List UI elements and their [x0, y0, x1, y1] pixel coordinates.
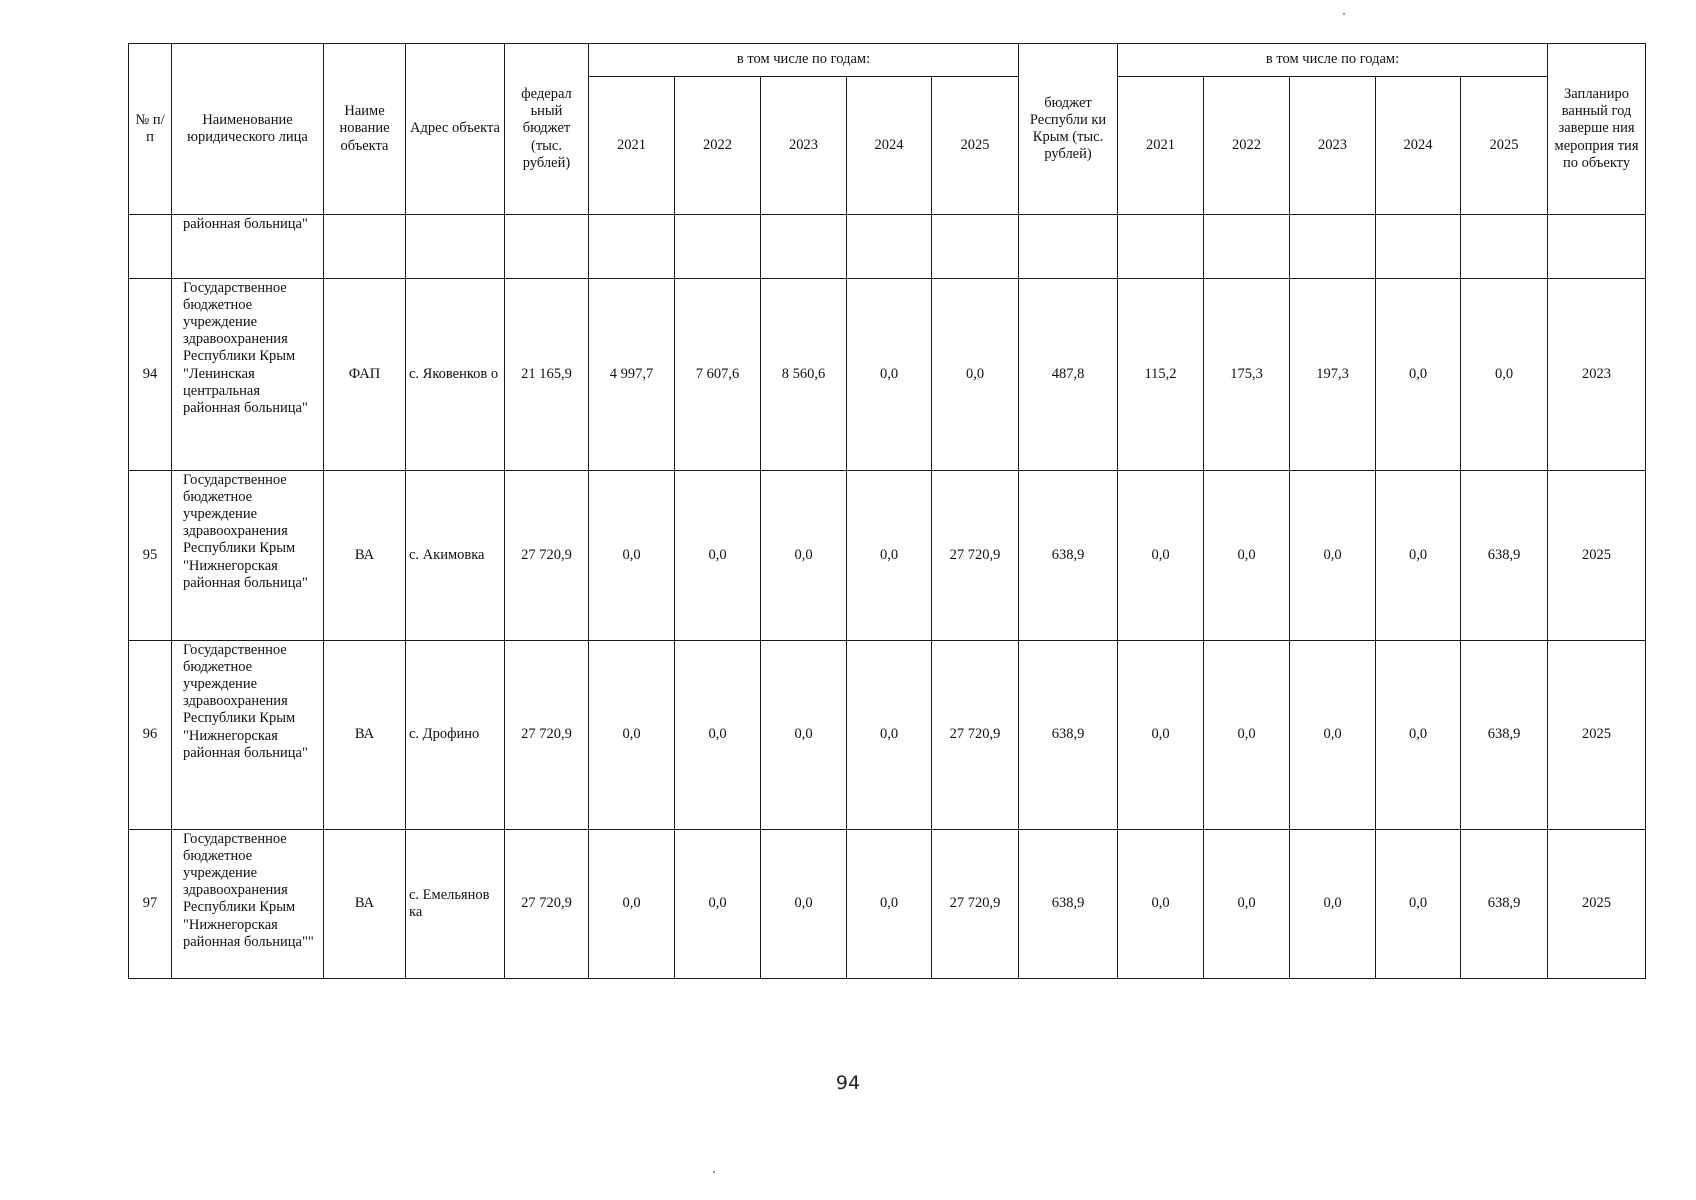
row-fed-year: 8 560,6	[761, 279, 847, 471]
row-rep-year: 0,0	[1118, 830, 1204, 979]
scan-speck	[713, 1171, 715, 1173]
row-entity: Государственное бюджетное учреждение здравоохранения Республики Крым "Нижнегорская районная больница"	[172, 471, 324, 641]
row-rep-year: 0,0	[1204, 641, 1290, 830]
row-address: с. Акимовка	[406, 471, 505, 641]
row-fed-year: 0,0	[847, 279, 932, 471]
row-object: ВА	[324, 471, 406, 641]
row-federal: 21 165,9	[505, 279, 589, 471]
row-object: ФАП	[324, 279, 406, 471]
header-num: № п/п	[129, 44, 172, 215]
header-rep-year: 2022	[1204, 77, 1290, 215]
header-fed-year: 2021	[589, 77, 675, 215]
row-fed-year: 0,0	[847, 830, 932, 979]
row-fed-year: 0,0	[589, 471, 675, 641]
row-rep-year: 0,0	[1461, 279, 1548, 471]
row-fed-year: 0,0	[675, 830, 761, 979]
row-fed-year: 0,0	[589, 641, 675, 830]
row-rep-year: 638,9	[1461, 641, 1548, 830]
header-rep-year: 2024	[1376, 77, 1461, 215]
table-row-continuation	[129, 215, 1646, 279]
row-rep-year: 638,9	[1461, 471, 1548, 641]
row-republic: 487,8	[1019, 279, 1118, 471]
row-num: 97	[129, 830, 172, 979]
row-rep-year: 0,0	[1376, 641, 1461, 830]
row-fed-year: 0,0	[675, 471, 761, 641]
row-fed-year: 27 720,9	[932, 830, 1019, 979]
row-fed-year: 0,0	[761, 830, 847, 979]
row-fed-year: 7 607,6	[675, 279, 761, 471]
row-rep-year: 0,0	[1290, 641, 1376, 830]
header-rep-year: 2021	[1118, 77, 1204, 215]
row-planned-year: 2025	[1548, 471, 1646, 641]
row-entity: Государственное бюджетное учреждение здравоохранения Республики Крым "Нижнегорская районная больница"	[172, 641, 324, 830]
page-number: 94	[835, 1072, 861, 1094]
header-republic-budget: бюджет Республи ки Крым (тыс. рублей)	[1019, 44, 1118, 215]
row-rep-year: 0,0	[1204, 471, 1290, 641]
row-entity: Государственное бюджетное учреждение здравоохранения Республики Крым "Ленинская центральная районная больница"	[172, 279, 324, 471]
table-row	[129, 279, 1646, 471]
row-entity: Государственное бюджетное учреждение здравоохранения Республики Крым "Нижнегорская районная больница""	[172, 830, 324, 979]
row-fed-year: 0,0	[761, 641, 847, 830]
row-rep-year: 0,0	[1118, 471, 1204, 641]
row-fed-year: 0,0	[932, 279, 1019, 471]
row-rep-year: 0,0	[1376, 279, 1461, 471]
row-fed-year: 0,0	[675, 641, 761, 830]
header-row-top	[129, 44, 1646, 77]
row-rep-year: 115,2	[1118, 279, 1204, 471]
header-fed-year: 2022	[675, 77, 761, 215]
row-rep-year: 0,0	[1376, 471, 1461, 641]
row-rep-year: 197,3	[1290, 279, 1376, 471]
funding-table	[128, 43, 1646, 979]
row-object: ВА	[324, 641, 406, 830]
row-fed-year: 4 997,7	[589, 279, 675, 471]
header-rep-year: 2025	[1461, 77, 1548, 215]
row-address: с. Емельянов ка	[406, 830, 505, 979]
continuation-text: районная больница"	[172, 215, 324, 279]
row-rep-year: 0,0	[1376, 830, 1461, 979]
table-row	[129, 641, 1646, 830]
header-fed-year: 2025	[932, 77, 1019, 215]
row-rep-year: 638,9	[1461, 830, 1548, 979]
row-republic: 638,9	[1019, 471, 1118, 641]
row-fed-year: 0,0	[847, 471, 932, 641]
table-row	[129, 830, 1646, 979]
row-rep-year: 0,0	[1118, 641, 1204, 830]
header-fed-year: 2023	[761, 77, 847, 215]
row-fed-year: 27 720,9	[932, 471, 1019, 641]
row-address: с. Дрофино	[406, 641, 505, 830]
header-object-name: Наиме нование объекта	[324, 44, 406, 215]
row-federal: 27 720,9	[505, 471, 589, 641]
row-planned-year: 2025	[1548, 830, 1646, 979]
header-federal-budget: федерал ьный бюджет (тыс. рублей)	[505, 44, 589, 215]
row-planned-year: 2025	[1548, 641, 1646, 830]
row-rep-year: 175,3	[1204, 279, 1290, 471]
row-rep-year: 0,0	[1204, 830, 1290, 979]
row-fed-year: 27 720,9	[932, 641, 1019, 830]
header-by-years-federal: в том числе по годам:	[589, 44, 1019, 77]
row-federal: 27 720,9	[505, 830, 589, 979]
row-object: ВА	[324, 830, 406, 979]
row-republic: 638,9	[1019, 830, 1118, 979]
header-fed-year: 2024	[847, 77, 932, 215]
row-address: с. Яковенков о	[406, 279, 505, 471]
header-planned-year: Запланиро ванный год заверше ния мероприя тия по объекту	[1548, 44, 1646, 215]
scan-speck	[1343, 13, 1345, 15]
header-rep-year: 2023	[1290, 77, 1376, 215]
row-planned-year: 2023	[1548, 279, 1646, 471]
header-object-address: Адрес объекта	[406, 44, 505, 215]
row-fed-year: 0,0	[847, 641, 932, 830]
row-num: 95	[129, 471, 172, 641]
row-federal: 27 720,9	[505, 641, 589, 830]
row-rep-year: 0,0	[1290, 471, 1376, 641]
table-row	[129, 471, 1646, 641]
row-fed-year: 0,0	[589, 830, 675, 979]
header-by-years-republic: в том числе по годам:	[1118, 44, 1548, 77]
row-rep-year: 0,0	[1290, 830, 1376, 979]
row-republic: 638,9	[1019, 641, 1118, 830]
row-num: 94	[129, 279, 172, 471]
row-num: 96	[129, 641, 172, 830]
row-fed-year: 0,0	[761, 471, 847, 641]
header-legal-entity: Наименование юридического лица	[172, 44, 324, 215]
